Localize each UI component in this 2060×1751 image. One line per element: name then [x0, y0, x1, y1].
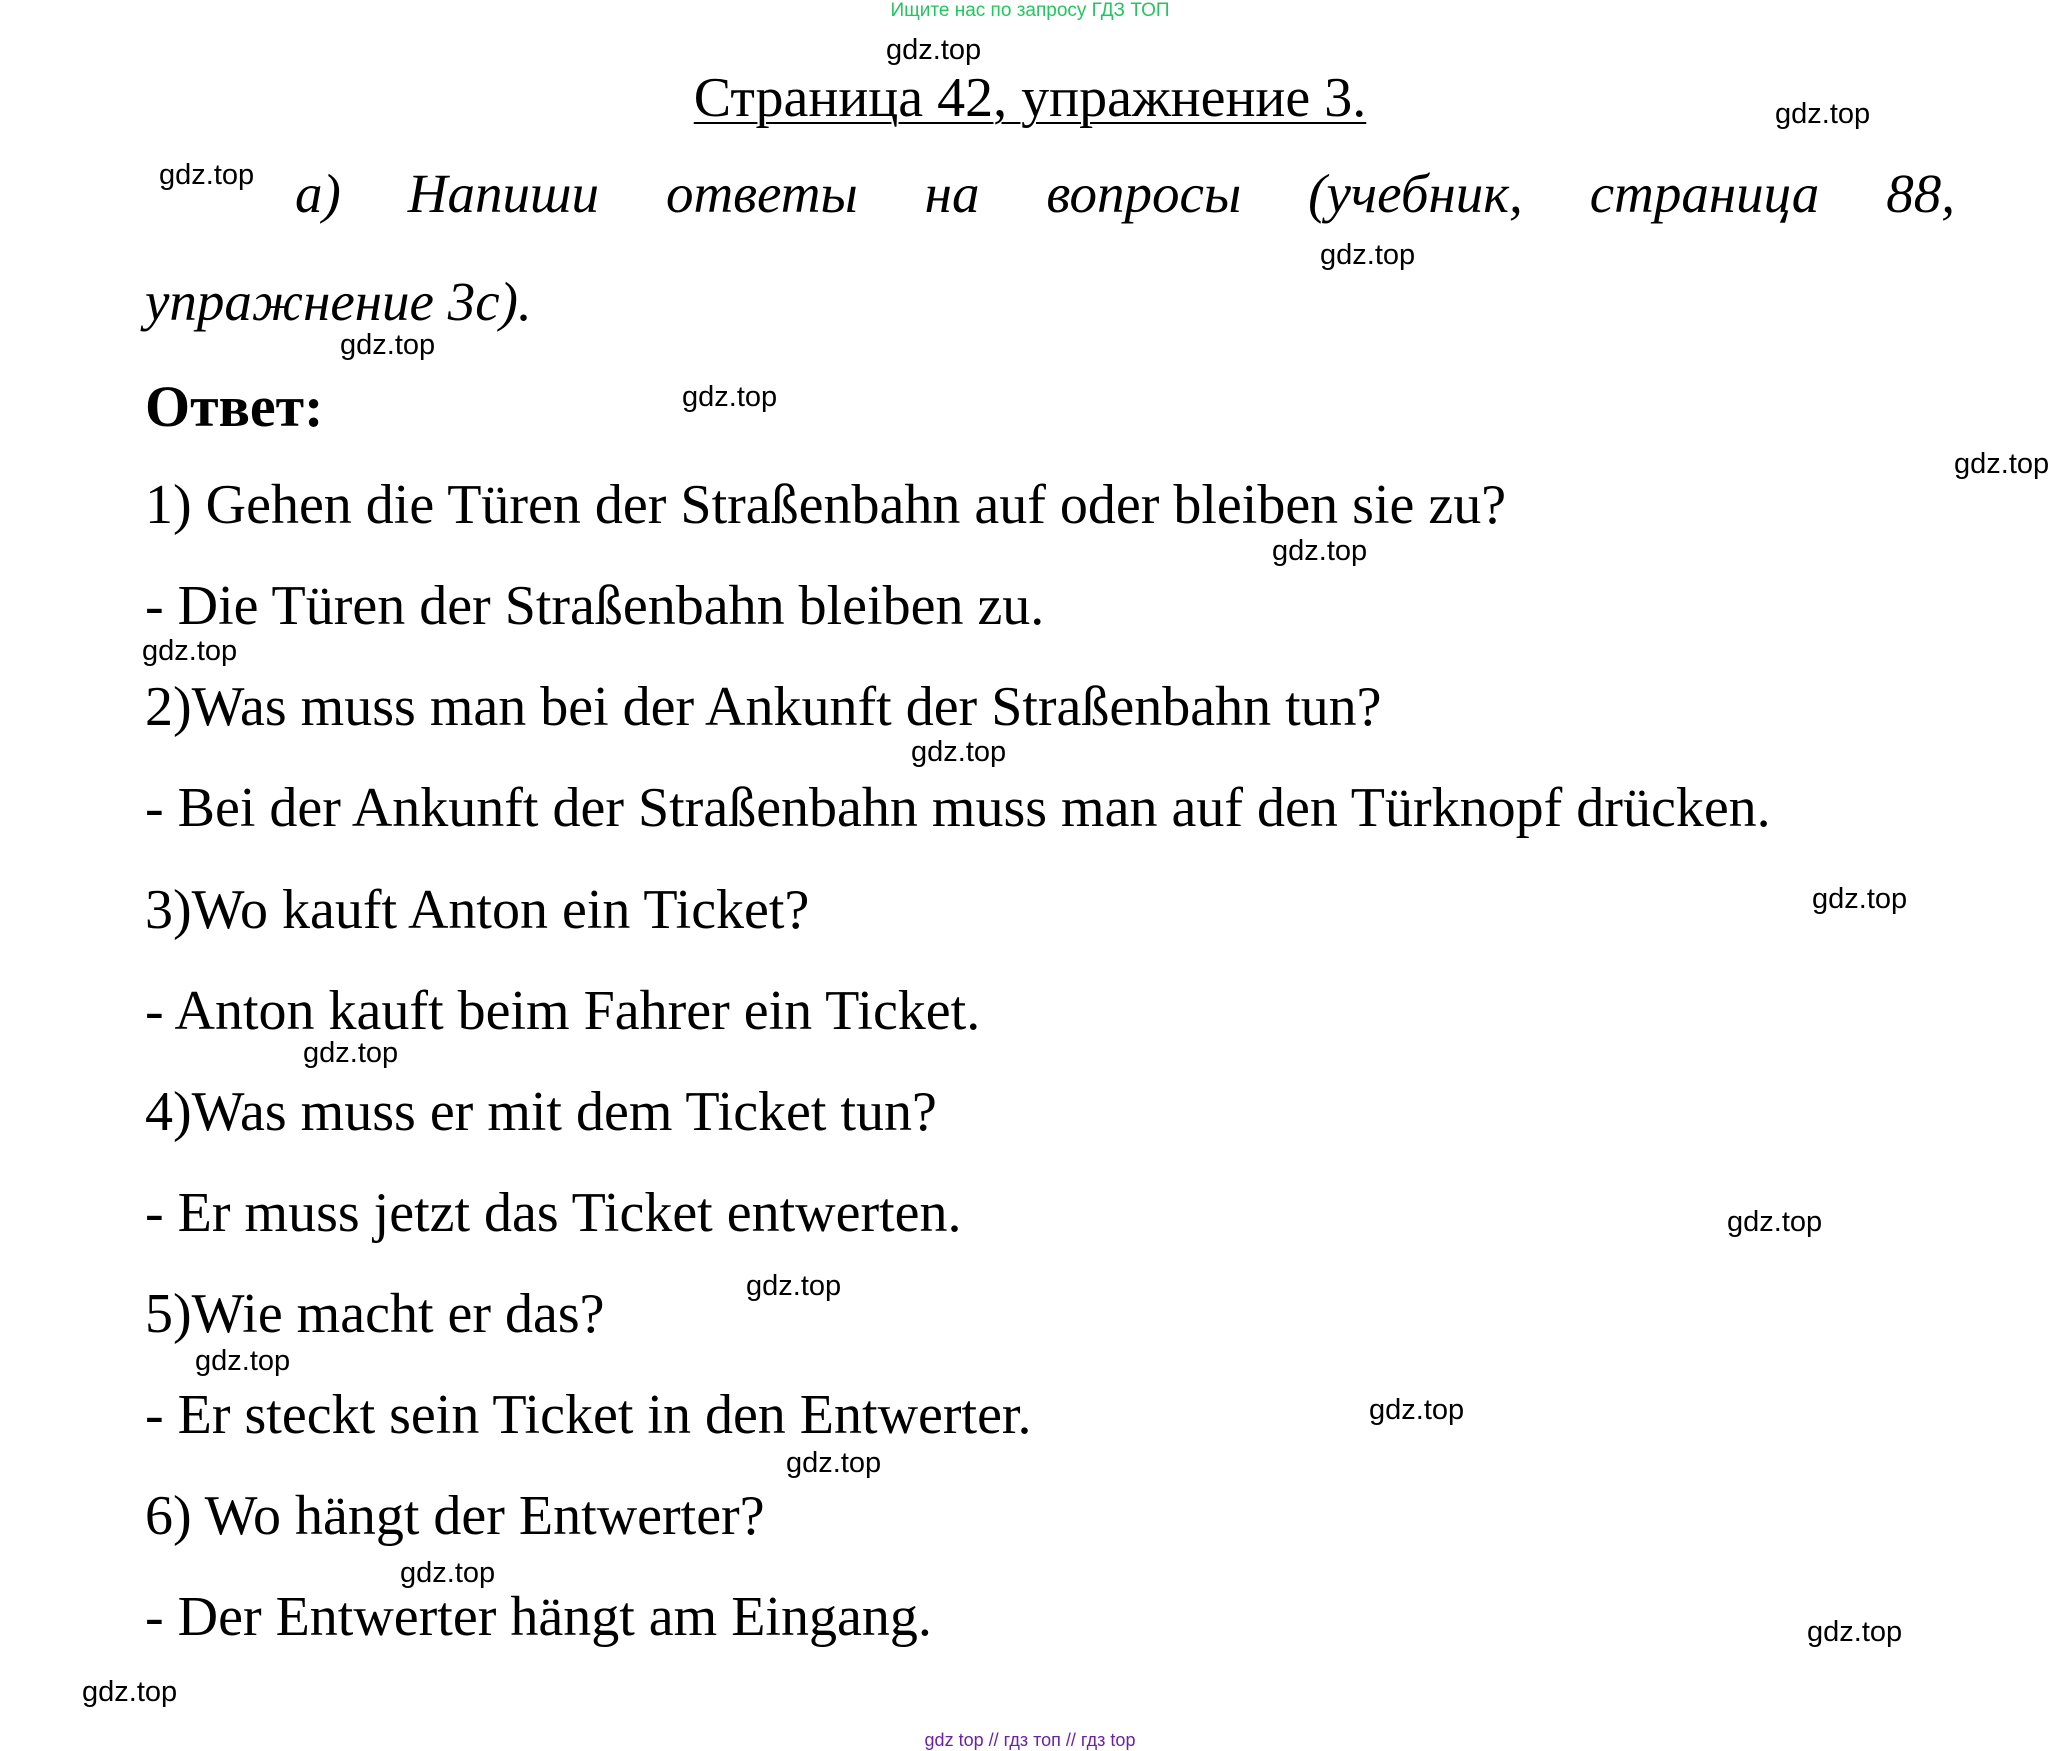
page-title: Страница 42, упражнение 3. [693, 67, 1367, 129]
question-2: 2)Was muss man bei der Ankunft der Straßenbahn tun? [145, 676, 1382, 738]
question-4: 4)Was muss er mit dem Ticket tun? [145, 1081, 937, 1143]
watermark: gdz.top [303, 1037, 399, 1069]
watermark: gdz.top [159, 159, 255, 191]
question-1: 1) Gehen die Türen der Straßenbahn auf oder bleiben sie zu? [145, 474, 1507, 536]
watermark: gdz.top [746, 1270, 842, 1302]
watermark: gdz.top [195, 1345, 291, 1377]
watermark: gdz.top [1320, 239, 1416, 271]
watermark: gdz.top [911, 736, 1007, 768]
watermark: gdz.top [886, 34, 982, 66]
answer-1: - Die Türen der Straßenbahn bleiben zu. [145, 575, 1045, 637]
answer-4: - Er muss jetzt das Ticket entwerten. [145, 1182, 962, 1244]
watermark: gdz.top [1775, 98, 1871, 130]
watermark: gdz.top [142, 635, 238, 667]
footer-banner: gdz top // гдз топ // гдз top [924, 1730, 1136, 1750]
answer-2: - Bei der Ankunft der Straßenbahn muss man auf den Türknopf drücken. [145, 777, 1771, 839]
watermark: gdz.top [1369, 1394, 1465, 1426]
watermark: gdz.top [1272, 535, 1368, 567]
watermark: gdz.top [1807, 1616, 1903, 1648]
answer-3: - Anton kauft beim Fahrer ein Ticket. [145, 980, 981, 1042]
question-3: 3)Wo kauft Anton ein Ticket? [145, 879, 810, 941]
question-5: 5)Wie macht er das? [145, 1283, 605, 1345]
watermark: gdz.top [786, 1447, 882, 1479]
task-text-line-1: а) Напиши ответы на вопросы (учебник, страница 88, [295, 163, 1955, 224]
question-6: 6) Wo hängt der Entwerter? [145, 1485, 765, 1547]
answer-5: - Er steckt sein Ticket in den Entwerter. [145, 1384, 1032, 1446]
watermark: gdz.top [682, 381, 778, 413]
watermark: gdz.top [1812, 883, 1908, 915]
watermark: gdz.top [400, 1557, 496, 1589]
watermark: gdz.top [1954, 448, 2050, 480]
task-text-line-2: упражнение 3с). [145, 271, 532, 332]
top-banner: Ищите нас по запросу ГДЗ ТОП [890, 0, 1170, 21]
watermark: gdz.top [82, 1676, 178, 1708]
watermark: gdz.top [1727, 1206, 1823, 1238]
answer-6: - Der Entwerter hängt am Eingang. [145, 1586, 932, 1648]
answer-label: Ответ: [145, 374, 324, 439]
watermark: gdz.top [340, 329, 436, 361]
